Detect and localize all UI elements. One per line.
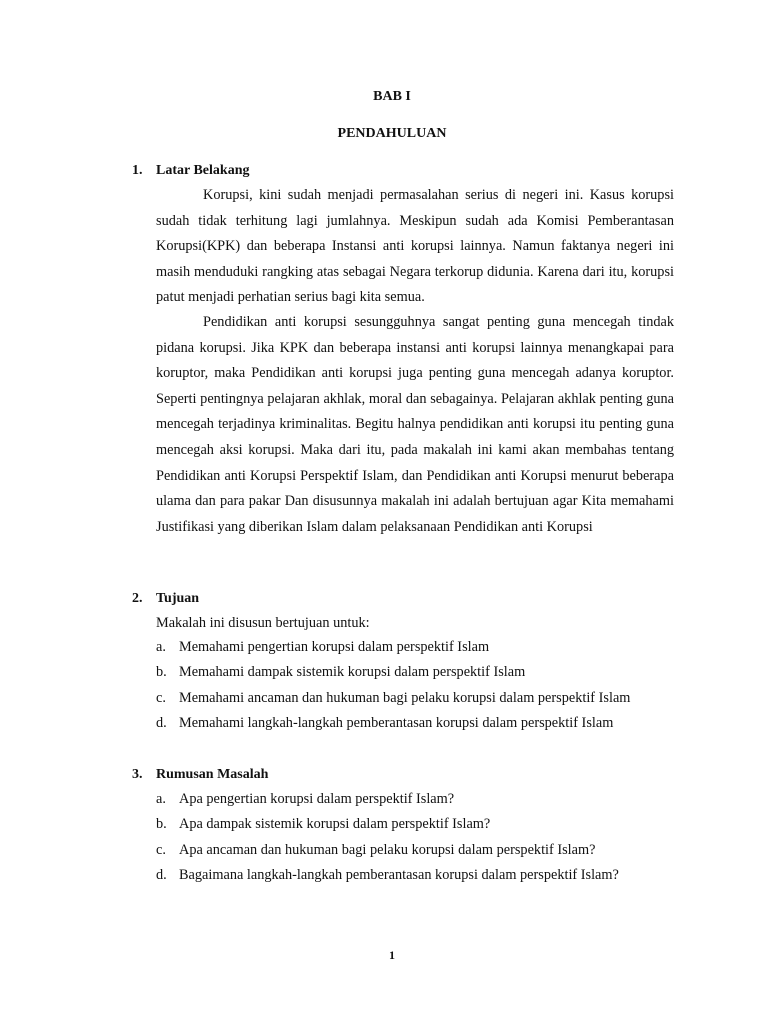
list-item-label: b. (156, 664, 167, 681)
list-item (156, 863, 619, 888)
list-item-text: Memahami dampak sistemik korupsi dalam perspektif Islam (179, 664, 526, 681)
list-item-text: Memahami langkah-langkah pemberantasan korupsi dalam perspektif Islam (179, 714, 614, 731)
list-item-text: Memahami pengertian korupsi dalam perspektif Islam (179, 639, 490, 655)
section-1-heading (132, 162, 249, 180)
list-item-text: Memahami ancaman dan hukuman bagi pelaku korupsi dalam perspektif Islam (179, 689, 631, 706)
section-3-heading (132, 766, 268, 784)
list-item (156, 838, 619, 863)
list-item-text: Apa ancaman dan hukuman bagi pelaku korupsi dalam perspektif Islam? (179, 841, 596, 858)
section-2-heading (132, 590, 199, 608)
list-item-label: a. (156, 639, 166, 655)
list-item-label: b. (156, 816, 167, 833)
section-3-title: Rumusan Masalah (156, 767, 269, 782)
page-number: 1 (389, 948, 395, 962)
list-item-text: Bagaimana langkah-langkah pemberantasan korupsi dalam perspektif Islam? (179, 866, 619, 883)
chapter-label: BAB I (373, 89, 411, 104)
section-2-number: 2. (132, 591, 143, 606)
list-item-label: c. (156, 689, 166, 706)
section-3-number: 3. (132, 767, 143, 782)
background-paragraph-1: Korupsi, kini sudah menjadi permasalahan serius di negeri ini. Kasus korupsi sudah tidak terhitung lagi jumlahnya. Meskipun sudah ada Komisi Pemberantasan Korupsi(KPK) dan beberapa Instansi anti korupsi lainnya. Namun faktanya negeri ini masih menduduki rangking atas sebagai Negara terkorup didunia. Karena dari itu, korupsi patut menjadi perhatian serius bagi kita semua. (156, 187, 674, 306)
list-item (156, 660, 630, 685)
section-1-number: 1. (132, 163, 143, 178)
list-item (156, 635, 630, 660)
list-item-label: d. (156, 866, 167, 883)
objectives-list (156, 635, 630, 736)
background-paragraph-2: Pendidikan anti korupsi sesungguhnya sangat penting guna mencegah tindak pidana korupsi. Jika KPK dan beberapa instansi anti korupsi lainnya menangkapai para koruptor, maka Pendidikan anti korupsi juga penting guna mencegah adanya koruptor. Seperti pentingnya pelajaran akhlak, moral dan sebagainya. Pelajaran akhlak penting guna mencegah terjadinya kriminalitas. Begitu halnya pendidikan anti korupsi itu penting guna mencegah aksi korupsi. Maka dari itu, pada makalah ini kami akan membahas tentang Pendidikan anti Korupsi Perspektif Islam, dan Pendidikan anti Korupsi menurut beberapa ulama dan para pakar Dan disusunnya makalah ini adalah bertujuan agar Kita memahami Justifikasi yang diberikan Islam dalam pelaksanaan Pendidikan anti Korupsi (156, 314, 674, 535)
list-item (156, 711, 630, 736)
list-item-label: a. (156, 791, 166, 807)
list-item-label: d. (156, 714, 167, 731)
list-item-label: c. (156, 841, 166, 858)
list-item (156, 812, 619, 837)
section-1-title: Latar Belakang (156, 163, 250, 178)
problem-list (156, 787, 619, 888)
list-item-text: Apa dampak sistemik korupsi dalam perspektif Islam? (179, 816, 491, 833)
section-2-title: Tujuan (156, 591, 200, 606)
list-item (156, 787, 619, 812)
objectives-intro: Makalah ini disusun bertujuan untuk: (156, 615, 370, 631)
chapter-title: PENDAHULUAN (337, 126, 447, 141)
list-item-text: Apa pengertian korupsi dalam perspektif Islam? (179, 791, 455, 807)
list-item (156, 686, 630, 711)
